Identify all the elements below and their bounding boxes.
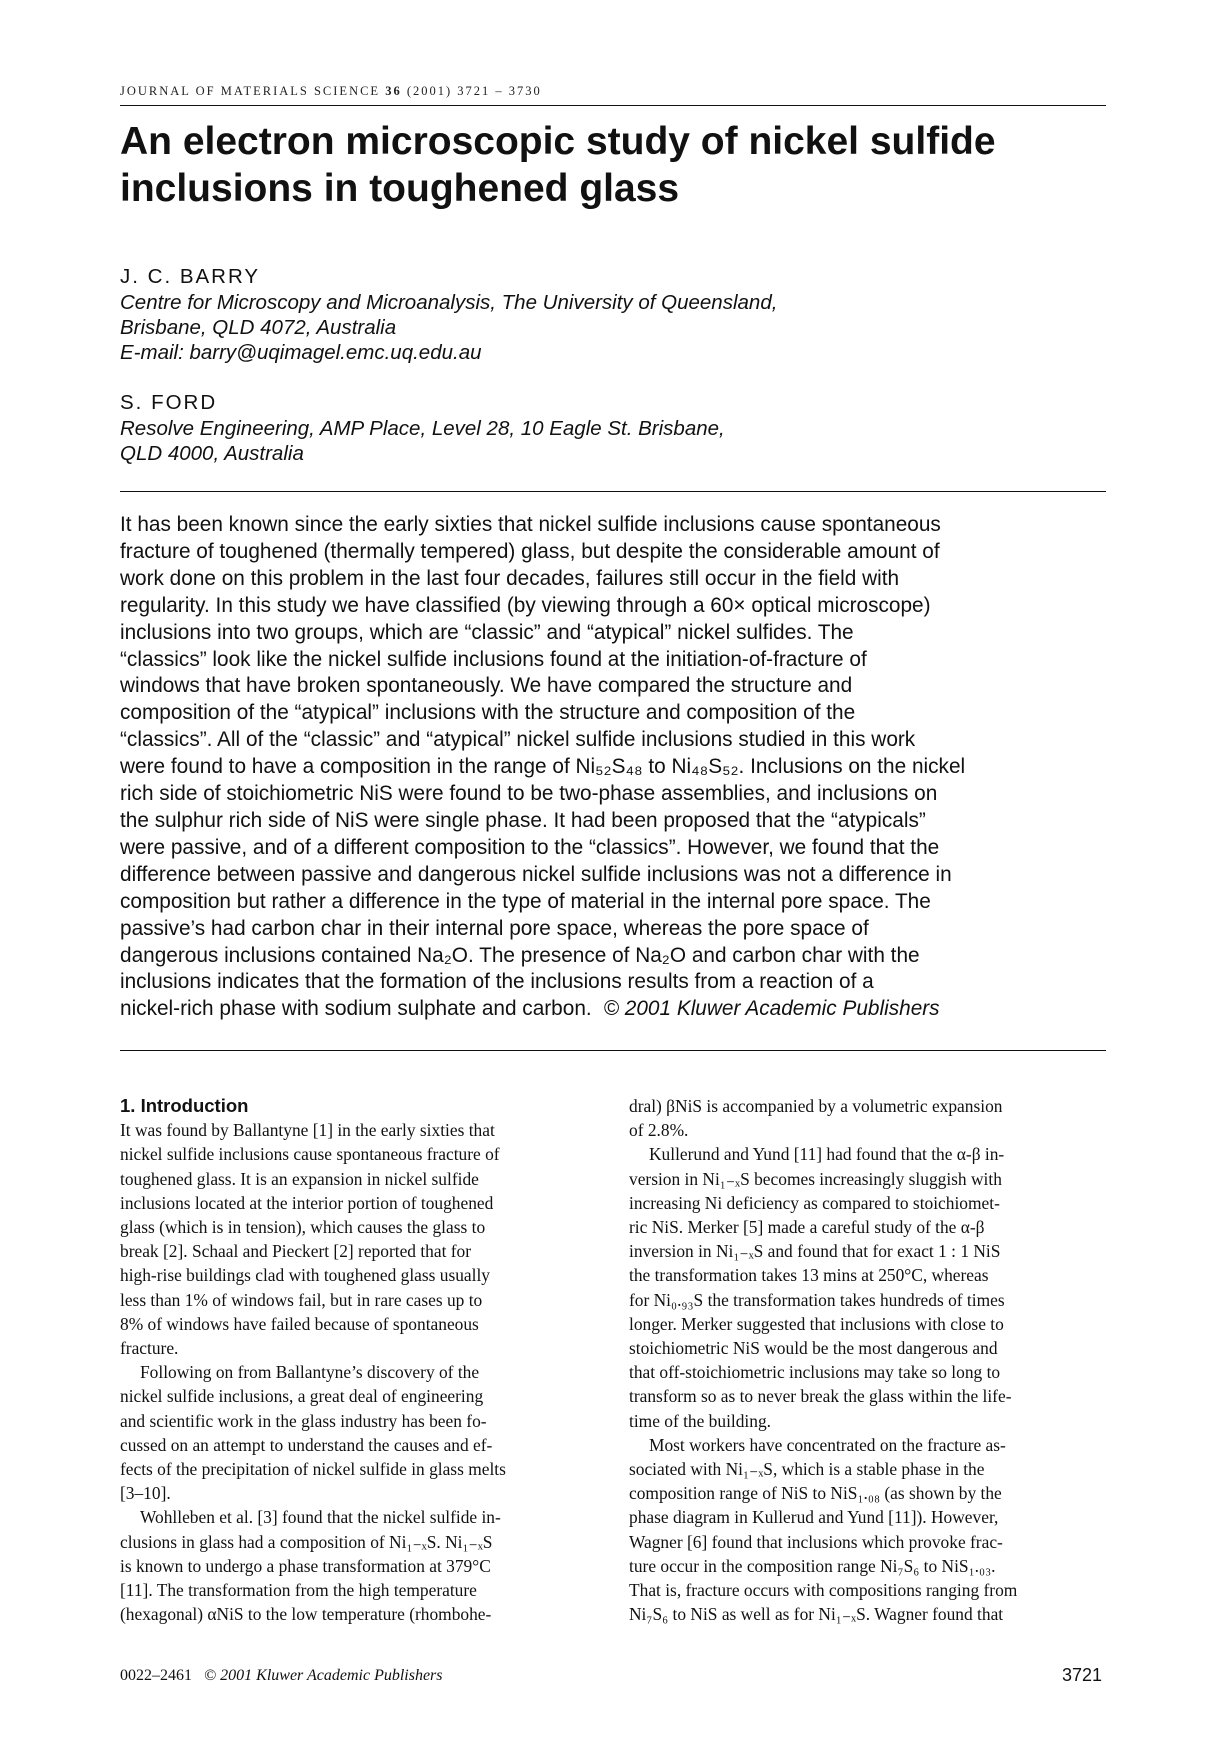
body-text-line: transform so as to never break the glass within the life- bbox=[629, 1386, 1012, 1407]
body-text-line: toughened glass. It is an expansion in nickel sulfide bbox=[120, 1168, 479, 1189]
body-text-line: [11]. The transformation from the high temperature bbox=[120, 1580, 477, 1601]
body-text-line: That is, fracture occurs with compositions ranging from bbox=[629, 1580, 1018, 1601]
title-line-2: inclusions in toughened glass bbox=[120, 167, 680, 210]
author-affiliation-line: Brisbane, QLD 4072, Australia bbox=[120, 316, 397, 339]
body-text-line: sociated with Ni₁₋ₓS, which is a stable phase in the bbox=[629, 1459, 985, 1480]
divider-rule bbox=[120, 1050, 1106, 1051]
body-text-line: Ni₇S₆ to NiS as well as for Ni₁₋ₓS. Wagner found that bbox=[629, 1604, 1004, 1625]
footer-publisher bbox=[120, 1667, 443, 1685]
body-text-line: is known to undergo a phase transformation at 379°C bbox=[120, 1555, 491, 1576]
body-text-line: cussed on an attempt to understand the causes and ef- bbox=[120, 1434, 493, 1455]
body-text-line: dral) βNiS is accompanied by a volumetric expansion bbox=[629, 1096, 1003, 1116]
body-text-line: longer. Merker suggested that inclusions with close to bbox=[629, 1313, 1004, 1334]
abstract-line: fracture of toughened (thermally tempered) glass, but despite the considerable amount of bbox=[120, 539, 940, 563]
issn: 0022–2461 bbox=[120, 1667, 192, 1684]
abstract-line bbox=[120, 996, 1106, 1023]
body-text-line: clusions in glass had a composition of Ni₁₋ₓS. Ni₁₋ₓS bbox=[120, 1531, 493, 1552]
abstract-line: regularity. In this study we have classified (by viewing through a 60× optical microscope) bbox=[120, 593, 931, 617]
body-text-line: (hexagonal) αNiS to the low temperature (rhombohe- bbox=[120, 1604, 492, 1625]
body-text-line: break [2]. Schaal and Pieckert [2] reported that for bbox=[120, 1241, 472, 1262]
abstract-copyright: © 2001 Kluwer Academic Publishers bbox=[603, 997, 940, 1021]
body-text-line: ric NiS. Merker [5] made a careful study of the α-β bbox=[629, 1217, 985, 1238]
abstract-line: windows that have broken spontaneously. We have compared the structure and bbox=[120, 674, 853, 698]
body-text-line: for Ni₀.₉₃S the transformation takes hundreds of times bbox=[629, 1289, 1005, 1310]
body-text-line: glass (which is in tension), which causes the glass to bbox=[120, 1217, 486, 1238]
body-text-line: time of the building. bbox=[629, 1410, 772, 1431]
author-affiliation-line: QLD 4000, Australia bbox=[120, 442, 304, 465]
body-text-line: It was found by Ballantyne [1] in the early sixties that bbox=[120, 1120, 495, 1141]
body-text-line: of 2.8%. bbox=[629, 1120, 689, 1141]
body-text-line: composition range of NiS to NiS₁.₀₈ (as shown by the bbox=[629, 1483, 1002, 1504]
abstract-line: composition of the “atypical” inclusions with the structure and composition of the bbox=[120, 701, 856, 725]
running-head bbox=[120, 84, 1106, 106]
body-text-line: that off-stoichiometric inclusions may take so long to bbox=[629, 1362, 1001, 1383]
abstract bbox=[120, 512, 1106, 1023]
body-text-line: high-rise buildings clad with toughened glass usually bbox=[120, 1265, 490, 1286]
journal-name: JOURNAL OF MATERIALS SCIENCE bbox=[120, 84, 381, 98]
section-heading: 1. Introduction bbox=[120, 1095, 249, 1116]
abstract-line: inclusions into two groups, which are “classic” and “atypical” nickel sulfides. The bbox=[120, 620, 854, 644]
body-text-line: less than 1% of windows fail, but in rare cases up to bbox=[120, 1289, 483, 1310]
title-line-1: An electron microscopic study of nickel sulfide bbox=[120, 120, 996, 163]
body-text-line: stoichiometric NiS would be the most dangerous and bbox=[629, 1338, 998, 1359]
author-name: S. FORD bbox=[120, 391, 218, 414]
abstract-line: work done on this problem in the last four decades, failures still occur in the field with bbox=[120, 566, 900, 590]
body-text-line: Wohlleben et al. [3] found that the nickel sulfide in- bbox=[140, 1507, 501, 1528]
author-block-2 bbox=[120, 390, 1080, 466]
body-text-line: fects of the precipitation of nickel sulfide in glass melts bbox=[120, 1459, 506, 1480]
body-text-line: version in Ni₁₋ₓS becomes increasingly sluggish with bbox=[629, 1168, 1002, 1189]
abstract-line: inclusions indicates that the formation of the inclusions results from a reaction of a bbox=[120, 970, 874, 994]
page-number: 3721 bbox=[1061, 1665, 1102, 1685]
body-text-line: nickel sulfide inclusions, a great deal of engineering bbox=[120, 1386, 484, 1407]
body-text-line: phase diagram in Kullerud and Yund [11]). However, bbox=[629, 1507, 999, 1528]
abstract-line: dangerous inclusions contained Na₂O. The presence of Na₂O and carbon char with the bbox=[120, 943, 920, 967]
author-email: E-mail: barry@uqimagel.emc.uq.edu.au bbox=[120, 341, 482, 364]
body-text-line: inclusions located at the interior portion of toughened bbox=[120, 1192, 494, 1213]
author-name: J. C. BARRY bbox=[120, 265, 261, 288]
body-text-line: Following on from Ballantyne’s discovery of the bbox=[140, 1362, 480, 1383]
body-text-line: nickel sulfide inclusions cause spontaneous fracture of bbox=[120, 1144, 500, 1165]
body-text-line: fracture. bbox=[120, 1338, 179, 1359]
body-text-line: and scientific work in the glass industry has been fo- bbox=[120, 1410, 487, 1431]
body-text-line: [3–10]. bbox=[120, 1483, 171, 1504]
abstract-line: It has been known since the early sixties that nickel sulfide inclusions cause spontaneous bbox=[120, 513, 941, 536]
journal-year-pages: (2001) 3721 – 3730 bbox=[406, 84, 542, 98]
body-column-right bbox=[629, 1094, 1103, 1626]
divider-rule bbox=[120, 491, 1106, 492]
body-text-line: ture occur in the composition range Ni₇S₆ to NiS₁.₀₃. bbox=[629, 1555, 996, 1576]
abstract-line: passive’s had carbon char in their internal pore space, whereas the pore space of bbox=[120, 916, 869, 940]
body-column-left bbox=[120, 1094, 594, 1626]
author-block-1 bbox=[120, 264, 1080, 365]
body-text-line: Kullerund and Yund [11] had found that the α-β in- bbox=[649, 1144, 1005, 1165]
abstract-line: “classics”. All of the “classic” and “atypical” nickel sulfide inclusions studied in this work bbox=[120, 728, 916, 752]
body-text-line: increasing Ni deficiency as compared to stoichiomet- bbox=[629, 1192, 1000, 1213]
body-text-line: inversion in Ni₁₋ₓS and found that for exact 1 : 1 NiS bbox=[629, 1241, 1001, 1262]
footer-copyright: © 2001 Kluwer Academic Publishers bbox=[204, 1667, 443, 1684]
abstract-line-text: nickel-rich phase with sodium sulphate and carbon. bbox=[120, 997, 592, 1021]
article-title bbox=[120, 118, 1080, 212]
body-text-line: the transformation takes 13 mins at 250°C, whereas bbox=[629, 1265, 989, 1286]
abstract-line: “classics” look like the nickel sulfide inclusions found at the initiation-of-fracture of bbox=[120, 647, 867, 671]
body-text-line: 8% of windows have failed because of spontaneous bbox=[120, 1313, 479, 1334]
body-text-line: Wagner [6] found that inclusions which provoke frac- bbox=[629, 1531, 1003, 1552]
body-text-line: Most workers have concentrated on the fracture as- bbox=[649, 1434, 1006, 1455]
journal-volume: 36 bbox=[385, 84, 402, 98]
abstract-line: were passive, and of a different composition to the “classics”. However, we found that the bbox=[120, 835, 940, 859]
abstract-line: were found to have a composition in the range of Ni₅₂S₄₈ to Ni₄₈S₅₂. Inclusions on the nickel bbox=[120, 755, 966, 779]
abstract-line: difference between passive and dangerous nickel sulfide inclusions was not a difference in bbox=[120, 862, 952, 886]
abstract-line: the sulphur rich side of NiS were single phase. It had been proposed that the “atypicals” bbox=[120, 808, 926, 832]
author-affiliation-line: Resolve Engineering, AMP Place, Level 28, 10 Eagle St. Brisbane, bbox=[120, 417, 725, 440]
abstract-line: rich side of stoichiometric NiS were found to be two-phase assemblies, and inclusions on bbox=[120, 782, 938, 806]
author-affiliation-line: Centre for Microscopy and Microanalysis, The University of Queensland, bbox=[120, 291, 778, 314]
abstract-line: composition but rather a difference in the type of material in the internal pore space. The bbox=[120, 889, 931, 913]
